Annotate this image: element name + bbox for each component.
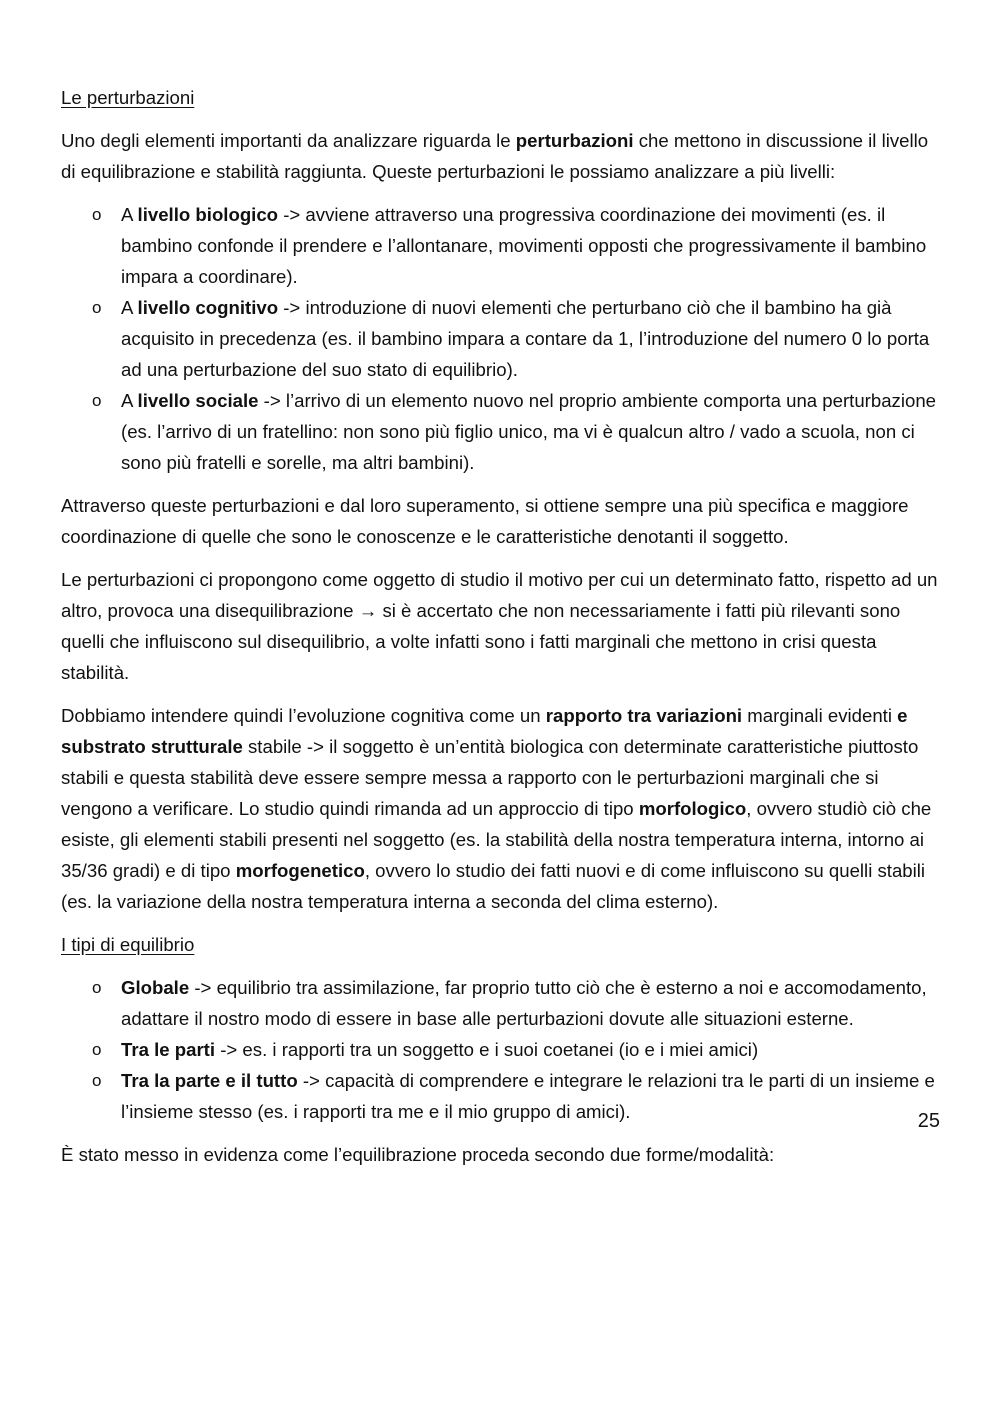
list-bullet: o	[92, 1071, 102, 1090]
text-run: Dobbiamo intendere quindi l’evoluzione cognitiva come un	[61, 705, 546, 726]
list-bullet: o	[92, 298, 102, 317]
closing-paragraph	[61, 1139, 941, 1170]
text-run: -> es. i rapporti tra un soggetto e i suoi coetanei (io e i miei amici)	[215, 1039, 759, 1060]
list-bullet: o	[92, 978, 102, 997]
list-bullet: o	[92, 1040, 102, 1059]
text-run: Uno degli elementi importanti da analizzare riguarda le	[61, 130, 516, 151]
text-run: , ovvero studiò ciò che esiste, gli elementi stabili presenti nel soggetto (es. la stabilità della nostra temperatura interna, intorno ai 35/36 gradi) e di tipo	[61, 798, 932, 881]
text-run: -> avviene attraverso una progressiva coordinazione dei movimenti (es. il bambino confonde il prendere e l’allontanare, movimenti opposti che progressivamente il bambino impara a coordinare).	[121, 204, 927, 287]
body-paragraphs	[61, 490, 941, 917]
intro-paragraph	[61, 125, 941, 187]
text-run: stabile -> il soggetto è un’entità biologica con determinate caratteristiche piuttosto stabili e questa stabilità deve essere sempre messa a rapporto con le perturbazioni marginali che si vengono a verificare. Lo studio quindi rimanda ad un approccio di tipo	[61, 736, 919, 819]
section-heading-tipi-equilibrio: I tipi di equilibrio	[61, 934, 195, 955]
text-run: È stato messo in evidenza come l’equilibrazione proceda secondo due forme/modalità:	[61, 1144, 775, 1165]
list-bullet: o	[92, 391, 102, 410]
text-run: , ovvero lo studio dei fatti nuovi e di come influiscono su quelli stabili (es. la variazione della nostra temperatura interna a seconda del clima esterno).	[61, 860, 926, 912]
bold-term: Tra le parti	[121, 1039, 216, 1060]
bold-term: livello sociale	[137, 390, 259, 411]
bold-term: morfogenetico	[235, 860, 365, 881]
section-heading-perturbazioni: Le perturbazioni	[61, 87, 195, 108]
equilibrium-type-item	[61, 1065, 941, 1127]
equilibrium-types-list	[61, 972, 941, 1127]
body-paragraph	[61, 564, 941, 688]
levels-list	[61, 199, 941, 478]
level-list-item	[61, 385, 941, 478]
body-paragraph	[61, 490, 941, 552]
bold-term: rapporto tra variazioni	[545, 705, 743, 726]
text-run: -> l’arrivo di un elemento nuovo nel proprio ambiente comporta una perturbazione (es. l’arrivo di un fratellino: non sono più figlio unico, ma vi è qualcun altro / vado a scuola, non ci sono più fratelli e sorelle, ma altri bambini).	[121, 390, 937, 473]
text-run: A	[121, 204, 138, 225]
page-number: 25	[917, 1110, 940, 1132]
bold-term: morfologico	[638, 798, 747, 819]
equilibrium-type-item	[61, 1034, 941, 1065]
bold-term: livello cognitivo	[137, 297, 279, 318]
page-content	[61, 82, 941, 1182]
bold-term: Tra la parte e il tutto	[121, 1070, 298, 1091]
text-run: marginali evidenti	[742, 705, 898, 726]
bold-term: livello biologico	[137, 204, 279, 225]
bold-term: e substrato strutturale	[61, 705, 908, 757]
bold-term: Globale	[121, 977, 190, 998]
text-run: -> equilibrio tra assimilazione, far proprio tutto ciò che è esterno a noi e accomodamento, adattare il nostro modo di essere in base alle perturbazioni dovute alle situazioni esterne.	[121, 977, 927, 1029]
list-bullet: o	[92, 205, 102, 224]
bold-term: perturbazioni	[515, 130, 634, 151]
level-list-item	[61, 199, 941, 292]
text-run: che mettono in discussione il livello di equilibrazione e stabilità raggiunta. Queste perturbazioni le possiamo analizzare a più livelli:	[61, 130, 929, 182]
text-run: Le perturbazioni ci propongono come oggetto di studio il motivo per cui un determinato fatto, rispetto ad un altro, provoca una disequilibrazione → si è accertato che non necessariamente i fatti più rilevanti sono quelli che influiscono sul disequilibrio, a volte infatti sono i fatti marginali che mettono in crisi questa stabilità.	[61, 569, 938, 683]
equilibrium-type-item	[61, 972, 941, 1034]
text-run: -> introduzione di nuovi elementi che perturbano ciò che il bambino ha già acquisito in precedenza (es. il bambino impara a contare da 1, l’introduzione del numero 0 lo porta ad una perturbazione del suo stato di equilibrio).	[121, 297, 930, 380]
text-run: -> capacità di comprendere e integrare le relazioni tra le parti di un insieme e l’insieme stesso (es. i rapporti tra me e il mio gruppo di amici).	[121, 1070, 935, 1122]
text-run: A	[121, 390, 138, 411]
level-list-item	[61, 292, 941, 385]
text-run: Attraverso queste perturbazioni e dal loro superamento, si ottiene sempre una più specifica e maggiore coordinazione di quelle che sono le conoscenze e le caratteristiche denotanti il soggetto.	[61, 495, 909, 547]
body-paragraph	[61, 700, 941, 917]
text-run: A	[121, 297, 138, 318]
